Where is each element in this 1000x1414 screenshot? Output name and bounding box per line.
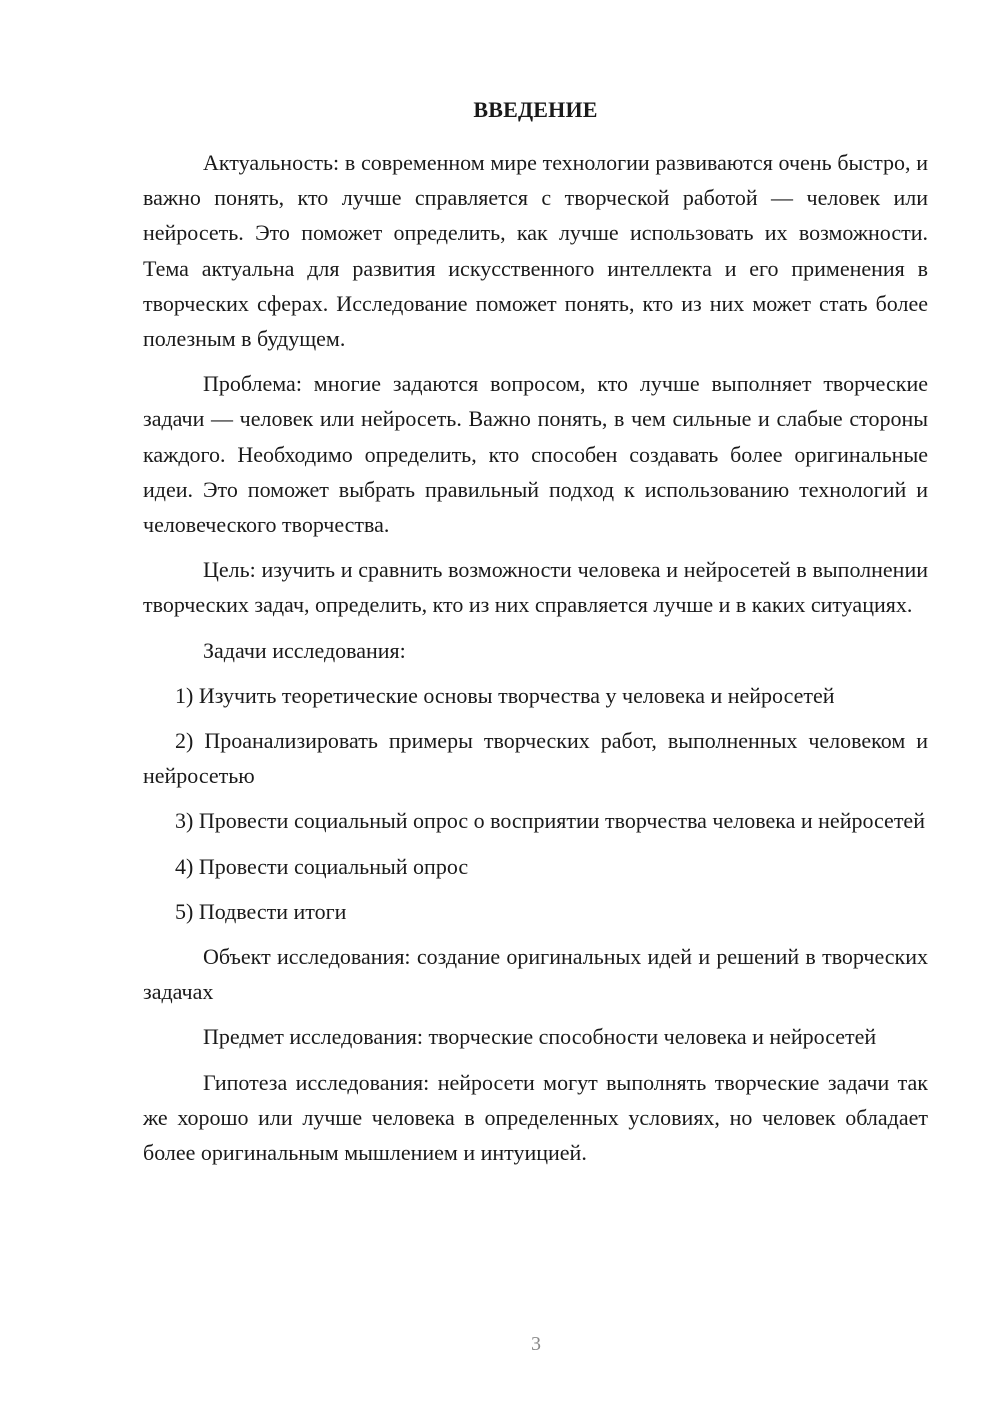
document-page (143, 95, 928, 1170)
hypothesis-paragraph: Гипотеза исследования: нейросети могут выполнять творческие задачи так же хорошо или лучше человека в определенных условиях, но человек обладает более оригинальным мышлением и интуицией. (143, 1069, 928, 1166)
task-item-3: 3) Провести социальный опрос о восприятии творчества человека и нейросетей (175, 808, 925, 834)
task-item-5: 5) Подвести итоги (175, 898, 347, 924)
relevance-paragraph: Актуальность: в современном мире технологии развиваются очень быстро, и важно понять, кто лучше справляется с творческой работой — человек или нейросеть. Это поможет определить, как лучше использовать их возможности. Тема актуальна для развития искусственного интеллекта и его применения в творческих сферах. Исследование поможет понять, кто из них может стать более полезным в будущем. (143, 150, 928, 352)
problem-paragraph: Проблема: многие задаются вопросом, кто лучше выполняет творческие задачи — человек или нейросеть. Важно понять, в чем сильные и слабые стороны каждого. Необходимо определить, кто способен создавать более оригинальные идеи. Это поможет выбрать правильный подход к использованию технологий и человеческого творчества. (143, 371, 928, 538)
page-number: 3 (531, 1333, 541, 1355)
task-item-4: 4) Провести социальный опрос (175, 853, 469, 879)
tasks-heading: Задачи исследования: (203, 637, 406, 663)
task-item-1: 1) Изучить теоретические основы творчества у человека и нейросетей (175, 682, 835, 708)
section-title: ВВЕДЕНИЕ (473, 97, 598, 122)
subject-paragraph: Предмет исследования: творческие способности человека и нейросетей (203, 1024, 877, 1050)
goal-paragraph: Цель: изучить и сравнить возможности человека и нейросетей в выполнении творческих задач, определить, кто из них справляется лучше и в каких ситуациях. (143, 557, 928, 618)
task-item-2: 2) Проанализировать примеры творческих работ, выполненных человеком и нейросетью (143, 728, 928, 789)
object-paragraph: Объект исследования: создание оригинальных идей и решений в творческих задачах (143, 944, 928, 1005)
